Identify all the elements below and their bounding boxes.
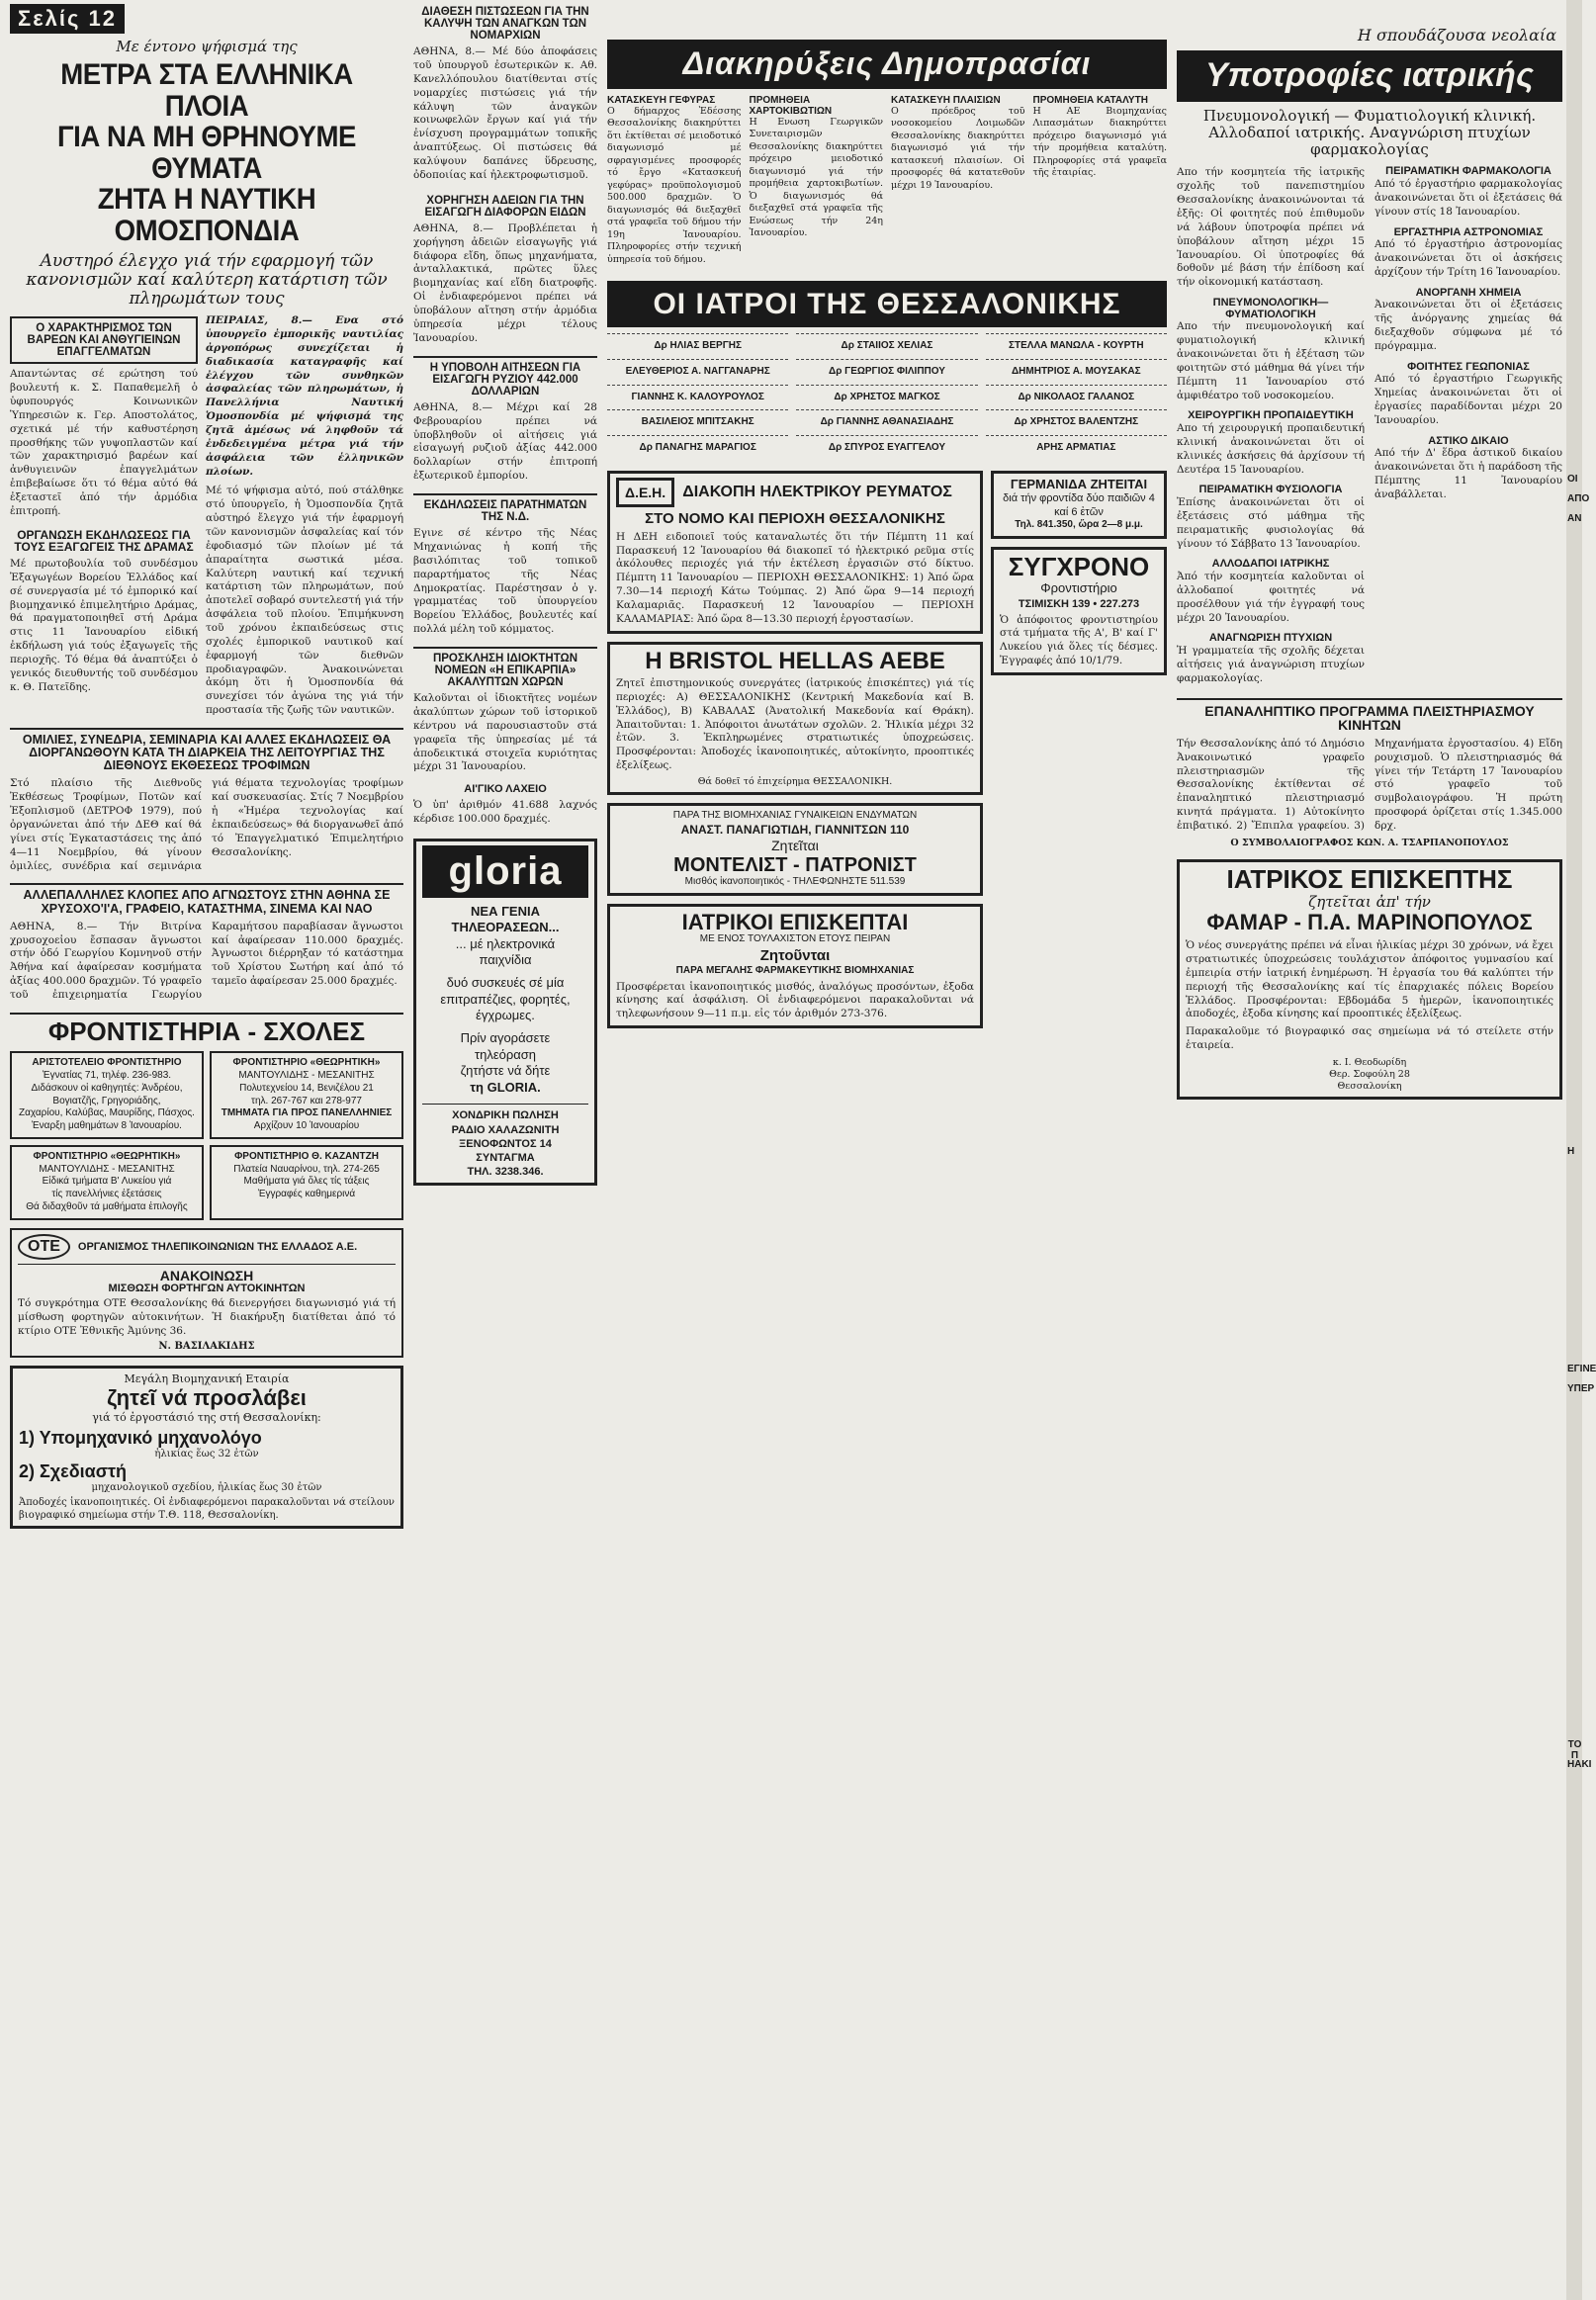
section-heading: ΠΝΕΥΜΟΝΟΛΟΓΙΚΗ—ΦΥΜΑΤΙΟΛΟΓΙΚΗ (1212, 297, 1329, 320)
gloria-text: ΝΕΑ ΓΕΝΙΑ ΤΗΛΕΟΡΑΣΕΩΝ... ... μέ ηλεκτρονικά παιχνίδια δυό συσκευές σέ μία επιτραπέζιες, φορητές, έγχρωμες. Πρίν αγοράσετε τηλεόραση ζητήστε νά δήτε τη GLORIA. (440, 903, 571, 1095)
job-ad (10, 1366, 403, 1529)
school-ad: ΦΡΟΝΤΙΣΤΗΡΙΟ Θ. ΚΑΖΑΝΤΖΗ Πλατεία Ναυαρίνου, τηλ. 274-265 Μαθήματα γιά ὅλες τίς τάξεις Ἐγγραφές καθημερινά (210, 1145, 403, 1220)
gloria-footer: ΧΟΝΔΡΙΚΗ ΠΩΛΗΣΗ ΡΑΔΙΟ ΧΑΛΑΖΩΝΙΤΗ ΞΕΝΟΦΩΝΤΟΣ 14 ΣΥΝΤΑΓΜΑ ΤΗΛ. 3238.346. (422, 1104, 588, 1178)
adjacent-page-edge (1566, 0, 1596, 2300)
article-text: Ἀπό τήν κοσμητεία καλοῦνται οἱ ἀλλοδαποί φοιτητές νά προσέλθουν γιά τήν ἐγγραφή τους μέχρι 20 Ἰανουαρίου. (1177, 570, 1365, 624)
article-headline: ΕΚΔΗΛΩΣΕΙΣ ΠΑΡΑΤΗΜΑΤΩΝ ΤΗΣ Ν.Δ. (423, 498, 587, 524)
ote-title: ΑΝΑΚΟΙΝΩΣΗ (159, 1267, 254, 1283)
article-headline: Η ΥΠΟΒΟΛΗ ΑΙΤΗΣΕΩΝ ΓΙΑ ΕΙΣΑΓΩΓΗ ΡΥΖΙΟΥ 442.000 ΔΟΛΛΑΡΙΩΝ (429, 361, 581, 398)
ote-announcement (10, 1228, 403, 1358)
job-position: 2) Σχεδιαστή (19, 1460, 128, 1481)
article-text: Ἡ γραμματεία τῆς σχολῆς δέχεται αἰτήσεις γιά ἀναγνώριση πτυχίων φαρμακολογίας. (1177, 644, 1365, 684)
edge-fragment: ΑΝ (1567, 513, 1582, 524)
auction-item: ΚΑΤΑΣΚΕΥΗ ΓΕΦΥΡΑΣ Ο δήμαρχος Ἐδέσσης Θεσσαλονίκης διακηρύττει ὅτι ἐκτίθεται σέ μειοδοτικό διαγωνισμό μέ σφραγισμένες προσφορές τό ἔργο «Κατασκευή γεφύρας» προϋπολογισμοῦ 500.000 δραχμῶν. Ὁ διαγωνισμός θά διεξαχθεῖ στά γραφεῖα τοῦ δήμου τήν 19η Ἰανουαρίου. Πληροφορίες στήν τεχνική ὑπηρεσία τοῦ δήμου. (607, 94, 742, 265)
box-title: Ο ΧΑΡΑΚΤΗΡΙΣΜΟΣ ΤΩΝ ΒΑΡΕΩΝ ΚΑΙ ΑΝΘΥΓΙΕΙΝΩΝ ΕΠΑΓΓΕΛΜΑΤΩΝ (27, 322, 181, 359)
article-text: Από τό ἐργαστήριο Γεωργικῆς Χημείας ἀνακοινώνεται ὅτι οἱ ἐργασίες παραδίδονται μέχρι 20 Ἰανουαρίου. (1374, 373, 1562, 426)
tutoring-ad: ΣΥΓΧΡΟΝΟ Φροντιστήριο ΤΣΙΜΙΣΚΗ 139 • 227.273 Ὁ ἀπόφοιτος φροντιστηρίου στά τμήματα τῆς Α', Β' καί Γ' Λυκείου γιά ὅλες τίς δέσμες. Ἐγγραφές ἀπό 10/1/79. (991, 547, 1167, 675)
edge-fragment: Η (1567, 1146, 1575, 1157)
bristol-footer: Θά δοθεῖ τό ἐπιχείρημα ΘΕΣΣΑΛΟΝΙΚΗ. (697, 775, 893, 787)
section-heading: ΧΕΙΡΟΥΡΓΙΚΗ ΠΡΟΠΑΙΔΕΥΤΙΚΗ (1188, 409, 1354, 422)
section-heading: ΠΕΙΡΑΜΑΤΙΚΗ ΦΑΡΜΑΚΟΛΟΓΙΑ (1385, 165, 1552, 178)
job-position-note: μηχανολογικοῦ σχεδίου, ἡλικίας ἕως 30 ἐτῶν (91, 1481, 322, 1493)
main-headline: ΜΕΤΡΑ ΣΤΑ ΕΛΛΗΝΙΚΑ ΠΛΟΙΑ ΓΙΑ ΝΑ ΜΗ ΘΡΗΝΟΥΜΕ ΘΥΜΑΤΑ ΖΗΤΑ Η ΝΑΥΤΙΚΗ ΟΜΟΣΠΟΝΔΙΑ (57, 58, 356, 247)
article-text: Από τό ἐργαστήριο φαρμακολογίας ἀνακοινώνεται ὅτι οἱ ἐξετάσεις θά γίνουν στίς 18 Ἰανουαρίου. (1374, 177, 1562, 218)
ote-text: Τό συγκρότημα ΟΤΕ Θεσσαλονίκης θά διενεργήσει διαγωνισμό γιά τή μίσθωση φορτηγῶν αὐτοκινήτων. Ἡ διακήρυξη διατίθεται ἀπό τό κτίριο ΟΤΕ Ἐθνικῆς Ἀμύνης 36. (18, 1297, 396, 1337)
article-text: ΑΘΗΝΑ, 8.— Μέ δύο ἀποφάσεις τοῦ ὑπουργοῦ ἐσωτερικῶν κ. Αθ. Κανελλόπουλου διατίθενται στίς νομαρχίες πιστώσεις γιά τήν κάλυψη τῶν ἀναγκῶν κοινωφελῶν ἔργων καί γιά τήν ἐνίσχυση προγραμμάτων τοπικῆς ἀναπτύξεως. Οἱ πιστώσεις θά καλύψουν δαπάνες ὕδρευσης, ὀδοποιίας καί ἠλεκτροφωτισμοῦ. (413, 45, 597, 181)
article-text: Ἀνακοινώνεται ὅτι οἱ ἐξετάσεις τῆς ἀνόργανης χημείας θά διεξαχθοῦν σύμφωνα μέ τό πρόγραμμα. (1374, 299, 1562, 352)
job-position-note: ἡλικίας ἕως 32 ἐτῶν (154, 1448, 259, 1460)
doctors-column: Δρ ΗΛΙΑΣ ΒΕΡΓΗΣ ΕΛΕΥΘΕΡΙΟΣ Α. ΝΑΓΓΑΝΑΡΗΣ ΓΙΑΝΝΗΣ Κ. ΚΑΛΟΥΡΟΥΛΟΣ ΒΑΣΙΛΕΙΟΣ ΜΠΙΤΣΑΚΗΣ Δρ ΠΑΝΑΓΗΣ ΜΑΡΑΓΙΟΣ (607, 333, 788, 461)
auction-signature: Ο ΣΥΜΒΟΛΑΙΟΓΡΑΦΟΣ ΚΩΝ. Α. ΤΣΑΡΠΑΝΟΠΟΥΛΟΣ (1230, 837, 1509, 848)
school-ad: ΑΡΙΣΤΟΤΕΛΕΙΟ ΦΡΟΝΤΙΣΤΗΡΙΟ Ἐγνατίας 71, τηλέφ. 236-983. Διδάσκουν οἱ καθηγητές: Ἀνδρέου, Βογιατζῆς, Γρηγοριάδης, Ζαχαρίου, Καλύβας, Μαυρίδης, Πάσχος. Ἐναρξη μαθημάτων 8 Ἰανουαρίου. (10, 1051, 204, 1139)
article-text: Απο τή χειρουργική προπαιδευτική κλινική ἀνακοινώνεται ὅτι οἱ κλινικές ἀσκήσεις θά ἀρχίσουν τή Δευτέρα 15 Ἰανουαρίου. (1177, 421, 1365, 476)
column-4 (1177, 0, 1562, 1100)
column-3 (607, 0, 1167, 1028)
section-kicker: Η σπουδάζουσα νεολαία (1357, 26, 1556, 44)
job-title: ζητεῖ νά προσλάβει (107, 1384, 307, 1410)
section-heading: ΕΡΓΑΣΤΗΡΙΑ ΑΣΤΡΟΝΟΜΙΑΣ (1393, 225, 1544, 238)
article-text: ΑΘΗΝΑ, 8.— Μέχρι καί 28 Φεβρουαρίου πρέπει νά ὑποβληθοῦν οἱ αἰτήσεις γιά εἰσαγωγή ρυζιοῦ ἀξίας 442.000 δολλαρίων στήν ἐπιτροπή ἐξωτερικοῦ ἐμπορίου. (413, 400, 597, 483)
bristol-text: Ζητεῖ ἐπιστημονικούς συνεργάτες (ἰατρικούς ἐπισκέπτες) γιά τίς περιοχές: Α) ΘΕΣΣΑΛΟΝΙΚΗΣ (Κεντρική Μακεδονία καί Β. Ἑλλάδος), Β) ΚΑΒΑΛΑΣ (Ἀνατολική Μακεδονία καί Θράκη). Ἀπαιτοῦνται: 1. Ἀπόφοιτοι ἀνωτάτων σχολῶν. 2. Ἡλικία μέχρι 32 ἐτῶν. 3. Ἐκπληρωμένες στρατιωτικές ὑποχρεώσεις. Προσφέρονται: Ἀποδοχές ἱκανοποιητικές, αὐτοκίνητο, προοπτικές ἐξελίξεως. (616, 676, 974, 772)
doctors-column: Δρ ΣΤΑΙΙΟΣ ΧΕΛΙΑΣ Δρ ΓΕΩΡΓΙΟΣ ΦΙΛΙΠΠΟΥ Δρ ΧΡΗΣΤΟΣ ΜΑΓΚΟΣ Δρ ΓΙΑΝΝΗΣ ΑΘΑΝΑΣΙΑΔΗΣ Δρ ΣΠΥΡΟΣ ΕΥΑΓΓΕΛΟΥ (796, 333, 977, 461)
job-kicker: Μεγάλη Βιομηχανική Εταιρία (124, 1371, 290, 1385)
power-sub: ΣΤΟ ΝΟΜΟ ΚΑΙ ΠΕΡΙΟΧΗ ΘΕΣΣΑΛΟΝΙΚΗΣ (645, 509, 945, 527)
medical-visitors-ad: ΙΑΤΡΙΚΟΙ ΕΠΙΣΚΕΠΤΑΙ ΜΕ ΕΝΟΣ ΤΟΥΛΑΧΙΣΤΟΝ ΕΤΟΥΣ ΠΕΙΡΑΝ Ζητοῦνται ΠΑΡΑ ΜΕΓΑΛΗΣ ΦΑΡΜΑΚΕΥΤΙΚΗΣ ΒΙΟΜΗΧΑΝΙΑΣ Προσφέρεται ἱκανοποιητικός μισθός, ἀναλόγως προσόντων, ἐξοδα κίνησης καί ἀσφάλιση. Οἱ ἐνδιαφερόμενοι παρακαλοῦνται νά τηλεφωνήσουν 9—11 π.μ. εἰς τόν ἀριθμόν 273-376. (607, 904, 983, 1028)
article-text: Μέ πρωτοβουλία τοῦ συνδέσμου Ἐξαγωγέων Βορείου Ἑλλάδος καί σέ συνεργασία μέ τό ἐμπορικό καί βιομηχανικό ἐπιμελητήριο Δράμας, θά πραγματοποιηθεῖ στή Δράμα στις 11 Ἰανουαρίου εἰδική ἐκδήλωση γιά τούς ἐξαγωγεῖς τῆς περιοχῆς. Τό θέμα θά ἀναπτύξει ὁ γενικός διευθυντής τοῦ συνδέσμου κ. Θ. Πατεῖδης. (10, 557, 198, 693)
edge-fragment: ΕΓΙΝΕ (1567, 1364, 1596, 1374)
ote-subtitle: ΜΙΣΘΩΣΗ ΦΟΡΤΗΓΩΝ ΑΥΤΟΚΙΝΗΤΩΝ (108, 1282, 306, 1294)
article-headline: ΔΙΑΘΕΣΗ ΠΙΣΤΩΣΕΩΝ ΓΙΑ ΤΗΝ ΚΑΛΥΨΗ ΤΩΝ ΑΝΑΓΚΩΝ ΤΩΝ ΝΟΜΑΡΧΙΩΝ (421, 6, 589, 43)
box-title: ΟΡΓΑΝΩΣΗ ΕΚΔΗΛΩΣΕΩΣ ΓΙΑ ΤΟΥΣ ΕΞΑΓΩΓΕΙΣ ΤΗΣ ΔΡΑΜΑΣ (14, 527, 194, 555)
auction-item: ΚΑΤΑΣΚΕΥΗ ΠΛΑΙΣΙΩΝ Ο πρόεδρος τοῦ νοσοκομείου Λοιμωδῶν Θεσσαλονίκης διακηρύττει διαγωνισμό γιά τήν κατασκευή πλαισίων. Οἱ προσφορές θά κατατεθοῦν μέχρι 19 Ἰανουαρίου. (891, 94, 1025, 191)
auctions-list (607, 95, 1167, 267)
article-text: ΑΘΗΝΑ, 8.— Προβλέπεται ἡ χορήγηση ἀδειῶν εἰσαγωγῆς γιά διάφορα εἴδη, ὅπως μηχανήματα, ἀνταλλακτικά, πρῶτες ὕλες βιομηχανίας καί εἴδη διατροφῆς. Οἱ ἐνδιαφερόμενοι πρέπει νά ὑποβάλουν αἴτηση στήν ἁρμόδια ὑπηρεσία μέχρι τέλους Ἰανουαρίου. (413, 221, 597, 344)
article-headline: ΠΡΟΣΚΛΗΣΗ ΙΔΙΟΚΤΗΤΩΝ ΝΟΜΕΩΝ «Η ΕΠΙΚΑΡΠΙΑ» ΑΚΑΛΥΠΤΩΝ ΧΩΡΩΝ (432, 652, 578, 689)
job-footer: Ἀποδοχές ἱκανοποιητικές. Οἱ ἐνδιαφερόμενοι παρακαλοῦνται νά στείλουν βιογραφικό σημείωμα στήν Τ.Θ. 118, Θεσσαλονίκη. (19, 1496, 395, 1521)
edge-fragment: ΤΟ Π (1567, 1739, 1582, 1761)
article-kicker: Με έντονο ψήφισμά της (116, 38, 298, 55)
article-text: Από τό ἐργαστήριο ἀστρονομίας ἀνακοινώνεται ὅτι οἱ ἀσκήσεις ἀρχίζουν τήν Τρίτη 16 Ἰανουαρίου. (1374, 238, 1562, 278)
section-heading: ΑΣΤΙΚΟ ΔΙΚΑΙΟ (1428, 434, 1509, 447)
scholarships-headline: Υποτροφίες ιατρικής (1177, 50, 1562, 102)
section-heading: ΦΟΙΤΗΤΕΣ ΓΕΩΠΟΝΙΑΣ (1407, 360, 1530, 373)
montel-ad: ΠΑΡΑ ΤΗΣ ΒΙΟΜΗΧΑΝΙΑΣ ΓΥΝΑΙΚΕΙΩΝ ΕΝΔΥΜΑΤΩΝ ΑΝΑΣΤ. ΠΑΝΑΓΙΩΤΙΔΗ, ΓΙΑΝΝΙΤΣΩΝ 110 Ζητεῖται ΜΟΝΤΕΛΙΣΤ - ΠΑΤΡΟΝΙΣΤ Μισθός ἱκανοποιητικός - ΤΗΛΕΦΩΝΗΣΤΕ 511.539 (607, 803, 983, 896)
article-text: Ὁ ὑπ' ἀριθμόν 41.688 λαχνός κέρδισε 100.000 δραχμές. (413, 798, 597, 825)
school-ad: ΦΡΟΝΤΙΣΤΗΡΙΟ «ΘΕΩΡΗΤΙΚΗ» ΜΑΝΤΟΥΛΙΔΗΣ - ΜΕΣΑΝΙΤΗΣ Εἰδικά τμήματα Β' Λυκείου γιά τίς πανελλήνιες ἐξετάσεις Θά διδαχθοῦν τά μαθήματα ἐπιλογῆς (10, 1145, 204, 1220)
edge-fragment: ΟΙ (1567, 474, 1578, 485)
lead-paragraph: ΠΕΙΡΑΙΑΣ, 8.— Ενα στό ὑπουργεῖο ἐμπορικῆς ναυτιλίας ἀργοπόρως συνεχίζεται ἡ διαδικασία καταγραφῆς καί ἐλέγχου τῶν συνθηκῶν ἀσφαλείας τῶν πληρωμάτων, ἡ Πανελλήνια Ναυτική Ὁμοσπονδία μέ ψήφισμά της ζητᾶ ἀμέσως νά ληφθοῦν τά ἐνδεδειγμένα μέτρα γιά τήν ἀσφάλεια τῶν ἑλληνικῶν πλοίων. (206, 314, 403, 478)
job-subtitle: γιά τό ἐργοστάσιό της στή Θεσσαλονίκη: (92, 1410, 321, 1424)
power-outage-notice (607, 471, 983, 634)
article-text: ΑΘΗΝΑ, 8.— Τήν Βιτρίνα χρυσοχοεἰου ἔσπασαν ἄγνωστοι στήν ὁδό Γεωργίου Κομνηνοῦ στήν Ἀθήνα καί ἀφαίρεσαν κοσμήματα ἀξίας 400.000 δραχμῶν. Τό γραφεῖο τοῦ ἐπιχειρηματία Γεωργίου Καραμήτσου παραβίασαν ἄγνωστοι καί ἀφαίρεσαν 110.000 δραχμές. Ἀγνωστοι διέρρηξαν τό κατάστημα τοῦ Χρίστου Σωτήρη καί ἀπό τό ταμεῖο ἀφαίρεσαν 25.000 δραχμές. (10, 920, 403, 1001)
doctors-column: ΣΤΕΛΛΑ ΜΑΝΩΛΑ - ΚΟΥΡΤΗ ΔΗΜΗΤΡΙΟΣ Α. ΜΟΥΣΑΚΑΣ Δρ ΝΙΚΟΛΑΟΣ ΓΑΛΑΝΟΣ Δρ ΧΡΗΣΤΟΣ ΒΑΛΕΝΤΖΗΣ ΑΡΗΣ ΑΡΜΑΤΙΑΣ (986, 333, 1167, 461)
auction-program-headline: ΕΠΑΝΑΛΗΠΤΙΚΟ ΠΡΟΓΡΑΜΜΑ ΠΛΕΙΣΤΗΡΙΑΣΜΟΥ ΚΙΝΗΤΩΝ (1204, 702, 1535, 734)
article-headline: ΑΙ'ΓΙΚΟ ΛΑΧΕΙΟ (464, 783, 547, 796)
section-subhead: Πνευμονολογική — Φυματιολογική κλινική. Αλλοδαποί ιατρικής. Αναγνώριση πτυχίων φαρμακολογίας (1202, 106, 1537, 159)
nanny-ad: ΓΕΡΜΑΝΙΔΑ ΖΗΤΕΙΤΑΙ διά τήν φροντίδα δύο παιδιῶν 4 καί 6 ἐτῶν Τηλ. 841.350, ὥρα 2—8 μ.μ. (991, 471, 1167, 539)
power-head: ΔΙΑΚΟΠΗ ΗΛΕΚΤΡΙΚΟΥ ΡΕΥΜΑΤΟΣ (682, 483, 952, 500)
ote-org: ΟΡΓΑΝΙΣΜΟΣ ΤΗΛΕΠΙΚΟΙΝΩΝΙΩΝ ΤΗΣ ΕΛΛΑΔΟΣ Α.Ε. (77, 1240, 358, 1253)
article-headline: ΧΟΡΗΓΗΣΗ ΑΔΕΙΩΝ ΓΙΑ ΤΗΝ ΕΙΣΑΓΩΓΗ ΔΙΑΦΟΡΩΝ ΕΙΔΩΝ (424, 194, 586, 219)
bristol-ad (607, 642, 983, 795)
sidebar-box (10, 316, 198, 364)
article-text: Μέ τό ψήφισμα αὐτό, πού στάλθηκε στό ὑπουργεῖο, ἡ Ὁμοσπονδία ζητᾶ αὐστηρό ἔλεγχο γιά τήν ἐφαρμογή τῶν κανονισμῶν ἀσφαλείας καί τόν ἐφοδιασμό τῶν πλοίων μέ τά ἀπαραίτητα σωστικά μέσα. Καλύτερη ναυτική καί τεχνική κατάρτιση τῶν πληρωμάτων, πού ἀποτελεῖ σοβαρό συντελεστή γιά τήν ἀσφάλεια τοῦ πλοίου. Ἐπιμήκυνση τοῦ χρόνου ἐκπαιδεύσεως στις σχολές ἐμπορικοῦ ναυτικοῦ καί ἐφαρμογή τῶν διεθνῶν προδιαγραφῶν. Ἀνακοινώνεται ἀκόμη ὅτι ἡ Ὁμοσπονδία θά συνεχίσει τόν ἀγώνα της γιά τήν προστασία τῆς ζωῆς τῶν ναυτικῶν. (206, 485, 403, 717)
school-ad: ΦΡΟΝΤΙΣΤΗΡΙΟ «ΘΕΩΡΗΤΙΚΗ» ΜΑΝΤΟΥΛΙΔΗΣ - ΜΕΣΑΝΙΤΗΣ Πολυτεχνείου 14, Βενιζέλου 21 τηλ. 267-767 και 278-977 ΤΜΗΜΑΤΑ ΓΙΑ ΠΡΟΣ ΠΑΝΕΛΛΗΝΙΕΣ Αρχίζουν 10 Ἰανουαρίου (210, 1051, 403, 1139)
article-text: Ἐπίσης ἀνακοινώνεται ὅτι οἱ ἐξετάσεις στό μάθημα τῆς πειραματικῆς φυσιολογίας θά γίνουν τό Σάββατο 13 Ἰανουαρίου. (1177, 495, 1365, 550)
bristol-head: Η BRISTOL HELLAS AEBE (645, 647, 945, 674)
column-1 (10, 0, 403, 1529)
box-text: Απαντώντας σέ ερώτηση τού βουλευτή κ. Σ. Παπαθεμελῆ ὁ ὑφυπουργός Κοινωνικῶν Ὑπηρεσιῶν κ. Γερ. Αποστολάτος, σχετικά μέ τήν καθυστέρηση προσθήκης τῶν γυψοπλαστῶν καί τῶν χαρακτηρισμό βαρέων καί ἀνθυγιεινῶν ἐπαγγελμάτων ἐπιβεβαίωσε ὅτι τό θέμα αὐτό θά ἐξεταστεῖ ἀπό τήν ἁρμόδια ἐπιτροπή. (10, 368, 198, 517)
edge-fragment: ΥΠΕΡ (1567, 1383, 1595, 1394)
gloria-logo: gloria (422, 845, 588, 898)
edge-fragment: ΗΑΚΙ (1567, 1759, 1592, 1770)
power-text: Η ΔΕΗ ειδοποιεῖ τούς καταναλωτές ὅτι τήν Πέμπτη 11 καί Παρασκευή 12 Ἰανουαρίου θά διακοπεῖ τό ἠλεκτρικό ρεῦμα στίς ἀκόλουθες περιοχές γιά τήν ἐκτέλεση ἐργασιῶν στό δίκτυο. Πέμπτη 11 Ἰανουαρίου — ΠΕΡΙΟΧΗ ΘΕΣΣΑΛΟΝΙΚΗΣ: 1) Ἀπό ὥρα 7.30—14 περιοχή Κάτω Τούμπας. 2) Ἀπό ὥρα 9—14 περιοχή Καλαμαριᾶς. Παρασκευή 12 Ἰανουαρίου — ΠΕΡΙΟΧΗ ΚΑΛΑΜΑΡΙΑΣ: Ἀπό ὥρα 8—13.30 περιοχή ἐργοστασίων. (616, 530, 974, 625)
job-position: 1) Υπομηχανικό μηχανολόγο (19, 1427, 262, 1448)
thefts-headline: ΑΛΛΕΠΑΛΛΗΛΕΣ ΚΛΟΠΕΣ ΑΠΟ ΑΓΝΩΣΤΟΥΣ ΣΤΗΝ ΑΘΗΝΑ ΣΕ ΧΡΥΣΟΧΟ'Ι'Α, ΓΡΑΦΕΙΟ, ΚΑΤΑΣΤΗΜΑ, ΣΙΝΕΜΑ ΚΑΙ ΝΑΟ (23, 888, 391, 916)
ote-logo: ΟΤΕ (18, 1234, 70, 1260)
article-text: Εγινε σέ κέντρο τῆς Νέας Μηχανιώνας ἡ κοπή τῆς βασιλόπιτας τοῦ τοπικοῦ παραρτήματος τῆς Νέας Δημοκρατίας. Παρέστησαν ὁ γ. γραμματέας τοῦ ὑπουργείου Βορείου Ἑλλάδος, βουλευτές καί πολλά μέλη τοῦ κόμματος. (413, 527, 597, 636)
column-2 (413, 0, 597, 1186)
article-text: Καλοῦνται οἱ ἰδιοκτῆτες νομέων ἀκαλύπτων χώρων τοῦ ἱστορικοῦ κέντρου νά παρουσιαστοῦν στά γραφεῖα τῆς ὑπηρεσίας μέ τά ἀποδεικτικά στοιχεῖα κυριότητας μέχρι 31 Ἰανουαρίου. (413, 692, 597, 773)
auction-item: ΠΡΟΜΗΘΕΙΑ ΚΑΤΑΛΥΤΗ Η ΑΕ Βιομηχανίας Λιπασμάτων διακηρύττει πρόχειρο διαγωνισμό γιά τήν προμήθεια καταλύτη. Πληροφορίες στά γραφεῖα τῆς ἑταιρίας. (1032, 94, 1167, 179)
dei-logo: Δ.Ε.Η. (616, 478, 674, 507)
article-text: Από τήν Δ' ἕδρα ἀστικοῦ δικαίου ἀνακοινώνεται ὅτι ἡ παράδοση τῆς Πέμπτης 11 Ἰανουαρίου ἀναβάλλεται. (1374, 447, 1562, 500)
article-subhead: Αυστηρό έλεγχο γιά τήν εφαρμογή τῶν κανονισμῶν καί καλύτερη κατάρτιση τῶν πληρωμάτων τους (26, 251, 388, 310)
article-text: Στό πλαίσιο τῆς Διεθνοῦς Ἐκθέσεως Τροφίμων, Ποτῶν καί Ἐξοπλισμοῦ (ΔΕΤΡΟΦ 1979), πού ὀργανώνεται ἀπό τήν ΔΕΘ καί θά γίνει στίς Ἐγκαταστάσεις της ἀπό 4—11 Νοεμβρίου, θά γίνουν ὁμιλίες, συνέδρια καί σεμινάρια γιά θέματα τεχνολογίας τροφίμων καί συσκευασίας. Στίς 7 Νοεμβρίου ἡ «Ἡμέρα τεχνολογίας καί ἐκπαιδεύσεως» θά διοργανωθεῖ ἀπό τό Ἐπαγγελματικό Ἐπιμελητήριο Θεσσαλονίκης. (10, 777, 403, 872)
auctions-banner: Διακηρύξεις Δημοπρασίαι (607, 40, 1167, 89)
article-text: Τήν Θεσσαλονίκης ἀπό τό Δημόσιο Ἀνακοινωτικό γραφεῖο πλειστηριασμῶν τῆς Θεσσαλονίκης ἐκτίθενται σέ ἐπαναληπτικό πλειστηριασμό κινητά πράγματα. 1) Αὐτοκίνητο ἐπιβατικό. 2) Ἔπιπλα γραφείου. 3) Μηχανήματα ἐργοστασίου. 4) Εἴδη ρουχισμοῦ. Ὁ πλειστηριασμός θά γίνει τήν Τετάρτη 17 Ἰανουαρίου στό γραφεῖο τοῦ συμβολαιογράφου. Ἡ πρώτη προσφορά ὁρίζεται στίς 1.345.000 δρχ. (1177, 737, 1562, 833)
ote-signature: Ν. ΒΑΣΙΛΑΚΙΔΗΣ (158, 1340, 255, 1352)
gloria-ad (413, 839, 597, 1186)
section-heading: ΑΛΛΟΔΑΠΟΙ ΙΑΤΡΙΚΗΣ (1211, 558, 1330, 571)
auction-item: ΠΡΟΜΗΘΕΙΑ ΧΑΡΤΟΚΙΒΩΤΙΩΝ Η Ενωση Γεωργικῶν Συνεταιρισμῶν Θεσσαλονίκης διακηρύττει πρόχειρο μειοδοτικό διαγωνισμό γιά τήν προμήθεια χαρτοκιβωτίων. Ὁ διαγωνισμός θά διεξαχθεῖ στά γραφεῖα τῆς Ενώσεως τήν 24η Ἰανουαρίου. (749, 94, 883, 239)
section-heading: ΠΕΙΡΑΜΑΤΙΚΗ ΦΥΣΙΟΛΟΓΙΑ (1198, 484, 1343, 496)
edge-fragment: ΑΠΟ (1567, 493, 1590, 504)
section-heading: ΑΝΟΡΓΑΝΗ ΧΗΜΕΙΑ (1415, 286, 1522, 299)
page-number-label: Σελίς 12 (10, 4, 125, 34)
school-ads (10, 1051, 403, 1220)
section-heading: ΑΝΑΓΝΩΡΙΣΗ ΠΤΥΧΙΩΝ (1208, 632, 1333, 645)
famar-ad: ΙΑΤΡΙΚΟΣ ΕΠΙΣΚΕΠΤΗΣ ζητεῖται ἀπ' τήν ΦΑΜΑΡ - Π.Α. ΜΑΡΙΝΟΠΟΥΛΟΣ Ὁ νέος συνεργάτης πρέπει νά εἶναι ἡλικίας μέχρι 30 χρόνων, νά ἔχει στρατιωτικές ὑποχρεώσεις τουλάχιστον ἀπόφοιτος γυμνασίου καί ἐμπειρία στήν ἰατρική ἐνημέρωση. Ἡ ἐργασία του θά καλύπτει τήν περιοχή τῆς Θεσσαλονίκης καί τίς ἐπαρχιακές πόλεις Βορείου Ἑλλάδος. Προσφέρονται: Εβδομάδα 5 ἡμερῶν, ἱκανοποιητικές ἀποδοχές, ἐξοδα κίνησης καί προοπτικές ἐξελίξεως. Παρακαλοῦμε τό βιογραφικό σας σημείωμα νά τό στείλετε στήν ἑταιρεία. κ. Ι. Θεοδωρίδη Θερ. Σοφούλη 28 Θεσσαλονίκη (1177, 859, 1562, 1100)
article-text: Απο τήν πνευμονολογική καί φυματιολογική κλινική ἀνακοινώνεται ὅτι ἡ ἐξέταση τῶν φοιτητῶν στό μάθημα θά γίνει τήν Πέμπτη 11 Ἰανουαρίου στό ἀμφιθέατρο τοῦ νοσοκομείου. (1177, 320, 1365, 401)
schools-banner: ΦΡΟΝΤΙΣΤΗΡΙΑ - ΣΧΟΛΕΣ (47, 1016, 366, 1046)
doctors-directory (607, 333, 1167, 461)
doctors-banner: ΟΙ ΙΑΤΡΟΙ ΤΗΣ ΘΕΣΣΑΛΟΝΙΚΗΣ (607, 281, 1167, 328)
events-headline: ΟΜΙΛΙΕΣ, ΣΥΝΕΔΡΙΑ, ΣΕΜΙΝΑΡΙΑ ΚΑΙ ΑΛΛΕΣ ΕΚΔΗΛΩΣΕΙΣ ΘΑ ΔΙΟΡΓΑΝΩΘΟΥΝ ΚΑΤΑ ΤΗ ΔΙΑΡΚΕΙΑ ΤΗΣ ΛΕΙΤΟΥΡΓΙΑΣ ΤΗΣ ΔΙΕΘΝΟΥΣ ΕΚΘΕΣΕΩΣ ΤΡΟΦΙΜΩΝ (22, 733, 392, 773)
article-text: Απο τήν κοσμητεία τῆς ἰατρικῆς σχολῆς τοῦ πανεπιστημίου Θεσσαλονίκης ἀνακοινώνονται τά ἑξῆς: Οἱ φοιτητές πού ἐπιθυμοῦν νά λάβουν ὑποτροφία πρέπει νά ὑποβάλουν αἴτηση μέχρι 15 Ἰανουαρίου. Οἱ ὑποτροφίες θά δοθοῦν μέ βάση τήν ἐπίδοση καί τήν οἰκονομική κατάσταση. (1177, 166, 1365, 289)
